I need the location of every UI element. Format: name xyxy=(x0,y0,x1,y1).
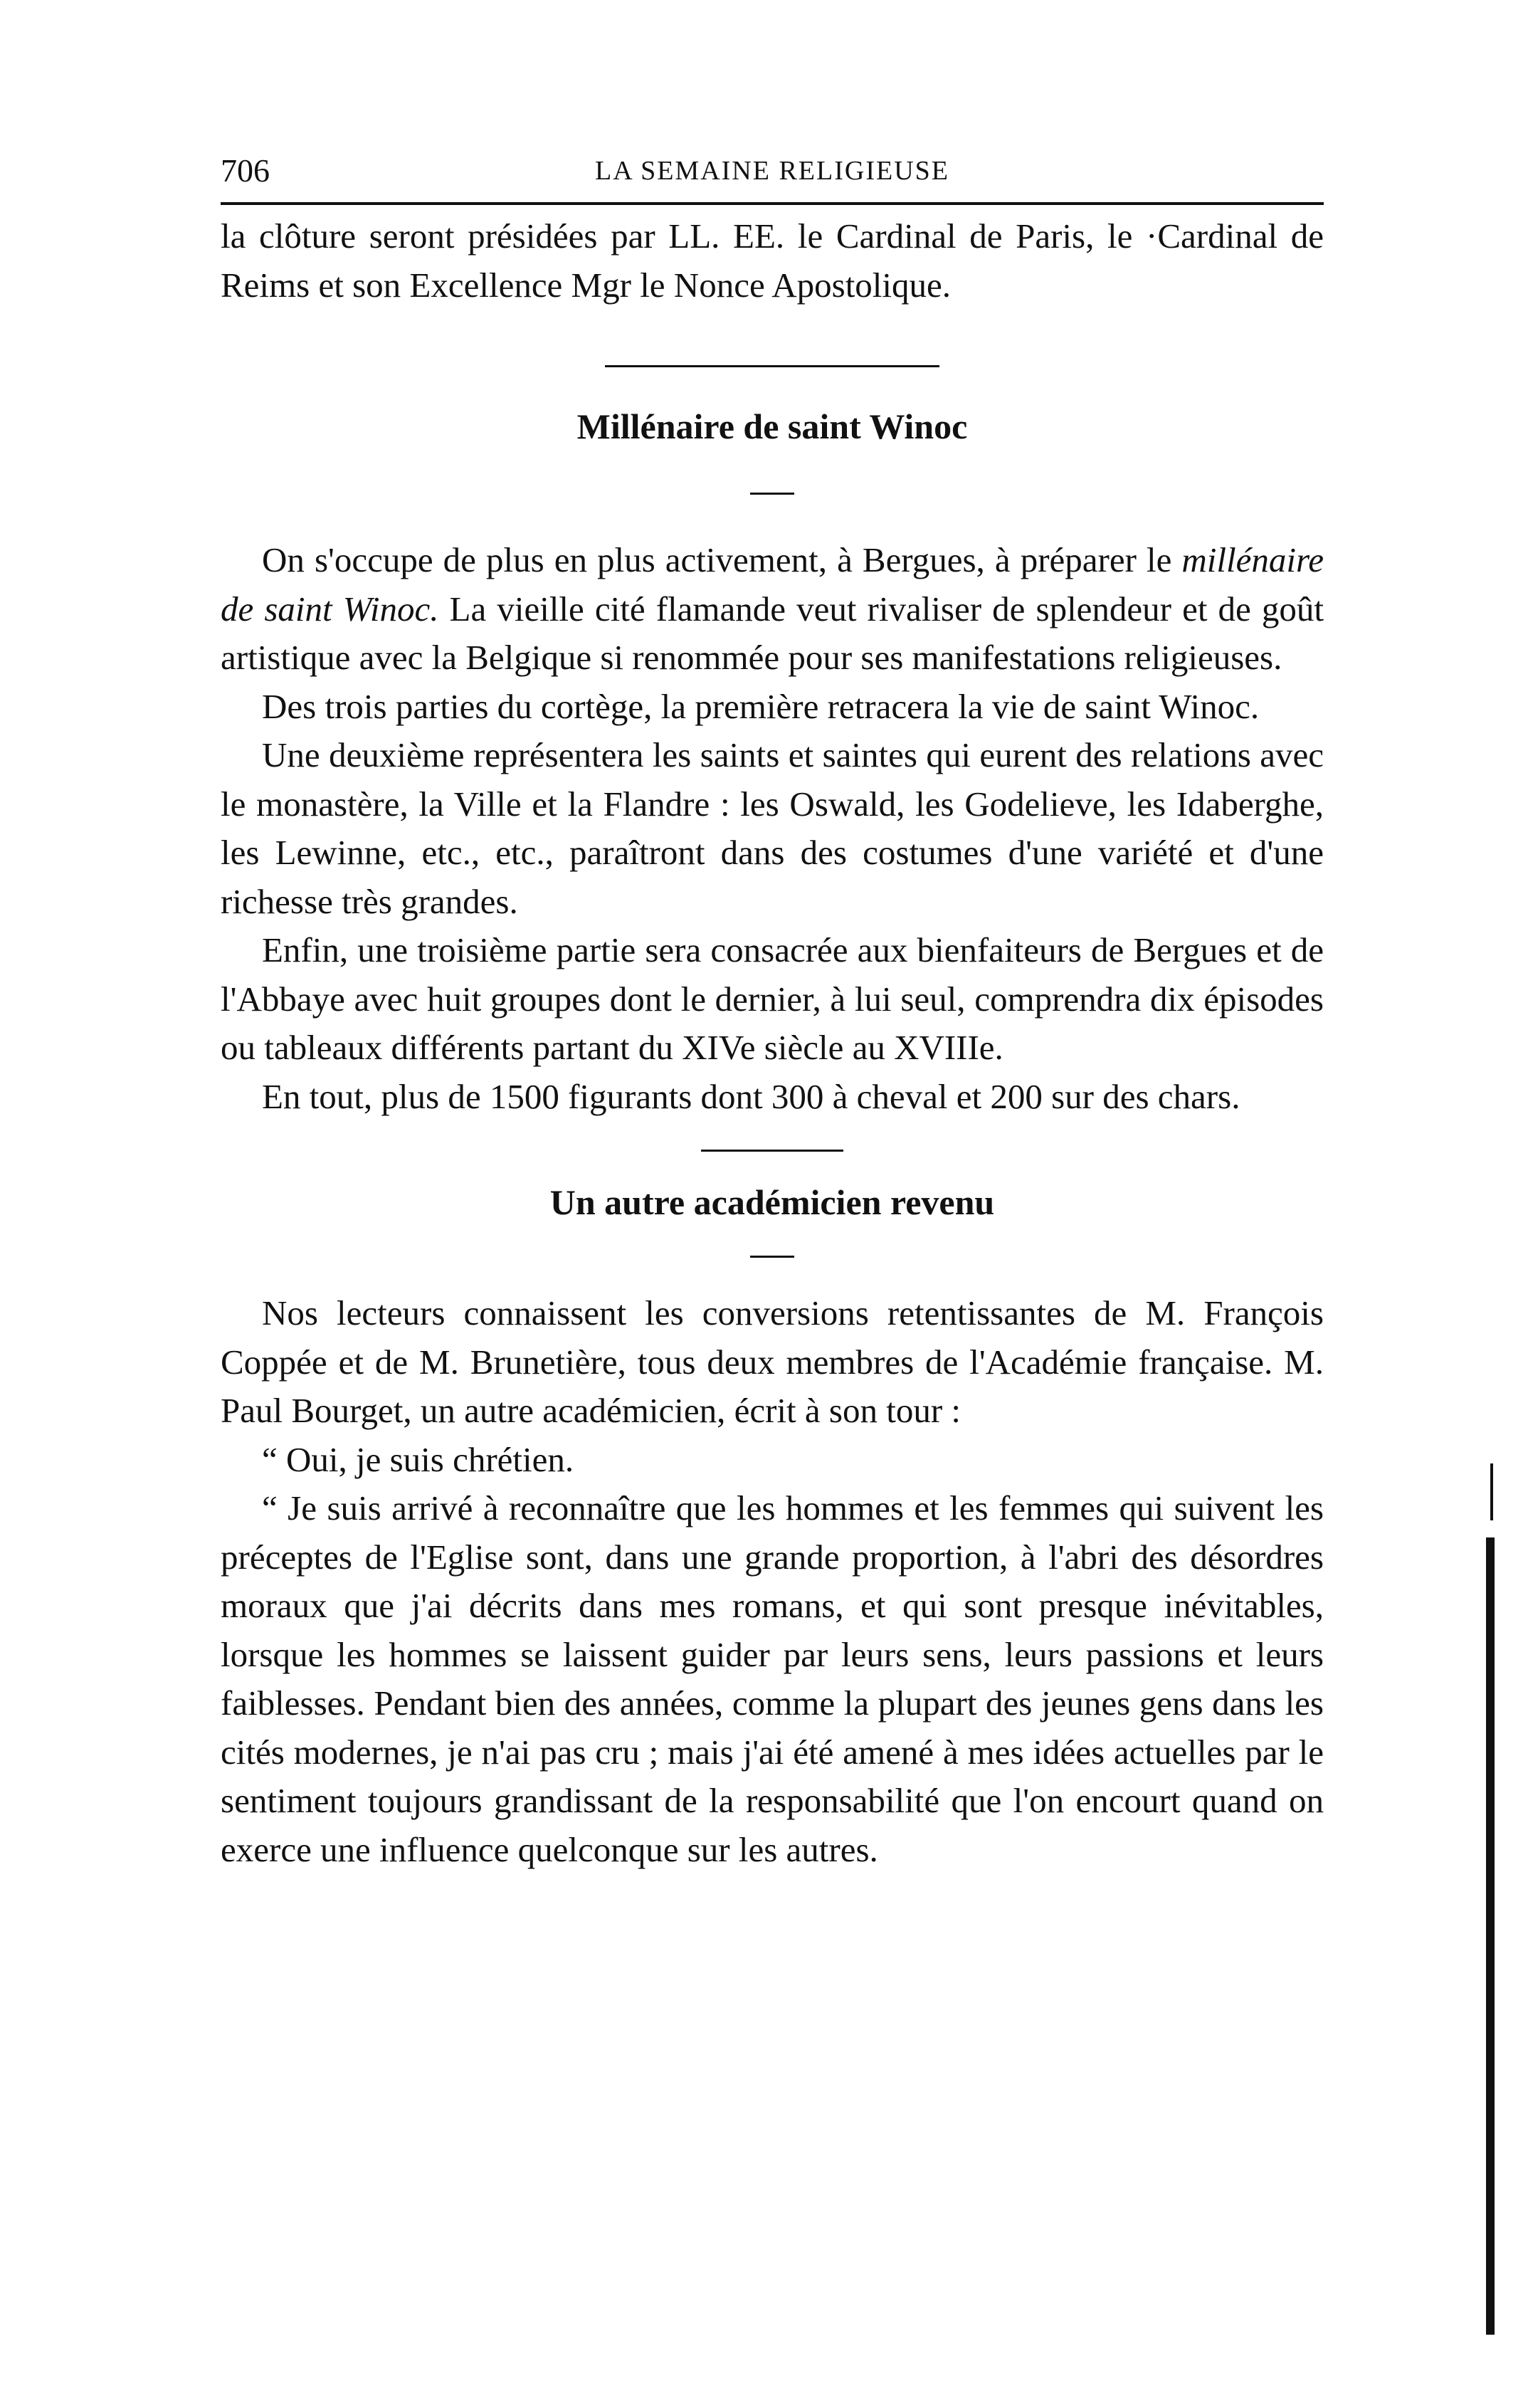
heading-dash xyxy=(750,493,794,495)
winoc-paragraph-1 xyxy=(221,536,1324,683)
header-rule xyxy=(221,202,1324,205)
winoc-p1-text-end: La vieille cité flamande veut rivaliser de splendeur et de goût artistique avec la Belgique si renommée pour ses manifestations religieuses. xyxy=(221,589,1324,677)
running-title: LA SEMAINE RELIGIEUSE xyxy=(595,156,949,186)
section-heading-winoc: Millénaire de saint Winoc xyxy=(576,406,968,446)
opening-line-2: ·Cardinal de Reims et son Excellence Mgr le Nonce Apostolique. xyxy=(221,216,1324,305)
section-separator-rule-2 xyxy=(701,1150,843,1152)
winoc-p1-italic: millénaire de saint Winoc. xyxy=(221,540,1324,629)
opening-paragraph xyxy=(221,212,1324,310)
heading-dash-2 xyxy=(750,1256,794,1258)
section-heading-academicien: Un autre académicien revenu xyxy=(549,1182,995,1222)
winoc-paragraph-2: Des trois parties du cortège, la première retracera la vie de saint Winoc. xyxy=(262,686,1260,726)
winoc-paragraph-3: Une deuxième représentera les saints et saintes qui eurent des relations avec le monastère, la Ville et la Flandre : les Oswald, les Godelieve, les Idaberghe, les Lewinne, etc., etc., paraîtront dans des costumes d'une variété et d'une richesse très grandes. xyxy=(221,735,1324,921)
book-page xyxy=(221,149,1324,1874)
academicien-paragraph-1: Nos lecteurs connaissent les conversions retentissantes de M. François Coppée et de M. Brunetière, tous deux membres de l'Académie française. M. Paul Bourget, un autre académicien, écrit à son tour : xyxy=(221,1293,1324,1430)
winoc-paragraph-5: En tout, plus de 1500 figurants dont 300 à cheval et 200 sur des chars. xyxy=(262,1076,1240,1116)
winoc-paragraph-4: Enfin, une troisième partie sera consacrée aux bienfaiteurs de Bergues et de l'Abbaye avec huit groupes dont le dernier, à lui seul, comprendra dix épisodes ou tableaux différents partant du XIVe siècle au XVIIIe. xyxy=(221,930,1324,1067)
opening-line-1: la clôture seront présidées par LL. EE. le Cardinal de Paris, le xyxy=(221,216,1133,256)
section-separator-rule xyxy=(605,365,939,367)
scan-margin-mark xyxy=(1490,1463,1493,1520)
running-head xyxy=(221,149,1324,192)
scan-margin-bar xyxy=(1486,1537,1495,2335)
winoc-p1-text-start: On s'occupe de plus en plus activement, à Bergues, à préparer le xyxy=(262,540,1182,579)
academicien-paragraph-2: “ Oui, je suis chrétien. xyxy=(262,1439,574,1479)
page-number: 706 xyxy=(221,152,270,189)
academicien-paragraph-3: “ Je suis arrivé à reconnaître que les hommes et les femmes qui suivent les préceptes de l'Eglise sont, dans une grande proportion, à l'abri des désordres moraux que j'ai décrits dans mes romans, et qui sont presque inévitables, lorsque les hommes se laissent guider par leurs sens, leurs passions et leurs faiblesses. Pendant bien des années, comme la plupart des jeunes gens dans les cités modernes, je n'ai pas cru ; mais j'ai été amené à mes idées actuelles par le sentiment toujours grandissant de la responsabilité que l'on encourt quand on exerce une influence quelconque sur les autres. xyxy=(221,1488,1324,1869)
